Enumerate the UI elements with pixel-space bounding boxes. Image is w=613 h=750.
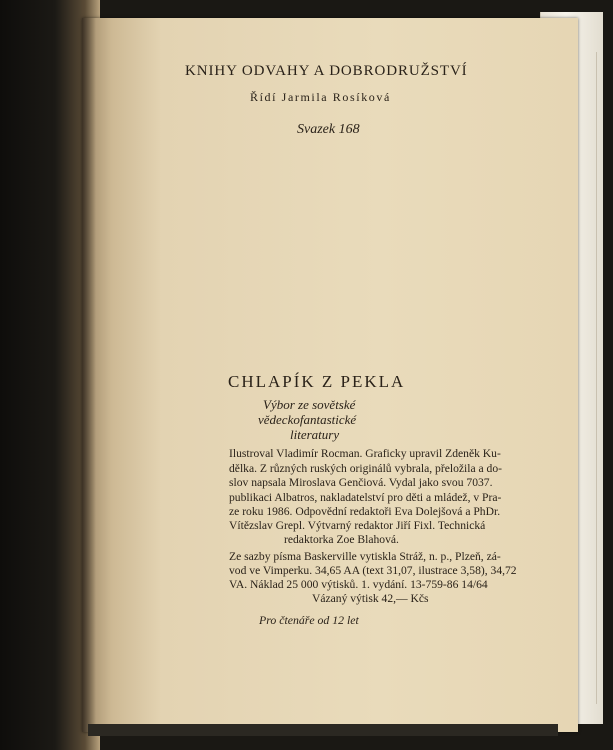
reader-age-note: Pro čtenáře od 12 let: [259, 613, 359, 627]
imprint-line: Ilustroval Vladimír Rocman. Graficky upravil Zdeněk Ku-: [229, 447, 501, 460]
price-line: Vázaný výtisk 42,— Kčs: [312, 592, 429, 605]
subtitle-line: literatury: [290, 427, 340, 442]
imprint-line: Ze sazby písma Baskerville vytiskla Stráž, n. p., Plzeň, zá-: [229, 550, 501, 563]
imprint-line: Vítězslav Grepl. Výtvarný redaktor Jiří Fixl. Technická: [229, 519, 486, 532]
imprint-line: VA. Náklad 25 000 výtisků. 1. vydání. 13-759-86 14/64: [229, 578, 488, 591]
series-editor: Řídí Jarmila Rosíková: [250, 90, 391, 104]
subtitle-line: Výbor ze sovětské: [263, 397, 356, 412]
binding-edge: [88, 724, 558, 736]
imprint-line: redaktorka Zoe Blahová.: [284, 533, 399, 546]
subtitle-line: vědeckofantastické: [258, 412, 357, 427]
imprint-line: dělka. Z různých ruských originálů vybrala, přeložila a do-: [229, 462, 502, 475]
series-title: KNIHY ODVAHY A DOBRODRUŽSTVÍ: [185, 63, 468, 79]
book-title: CHLAPÍK Z PEKLA: [228, 372, 406, 391]
imprint-line: publikaci Albatros, nakladatelství pro děti a mládež, v Pra-: [229, 491, 502, 504]
volume-number: Svazek 168: [297, 122, 360, 137]
imprint-line: ze roku 1986. Odpovědní redaktoři Eva Dolejšová a PhDr.: [229, 505, 501, 518]
imprint-line: slov napsala Miroslava Genčiová. Vydal jako svou 7037.: [229, 476, 493, 489]
imprint-line: vod ve Vimperku. 34,65 AA (text 31,07, ilustrace 3,58), 34,72: [229, 564, 517, 577]
